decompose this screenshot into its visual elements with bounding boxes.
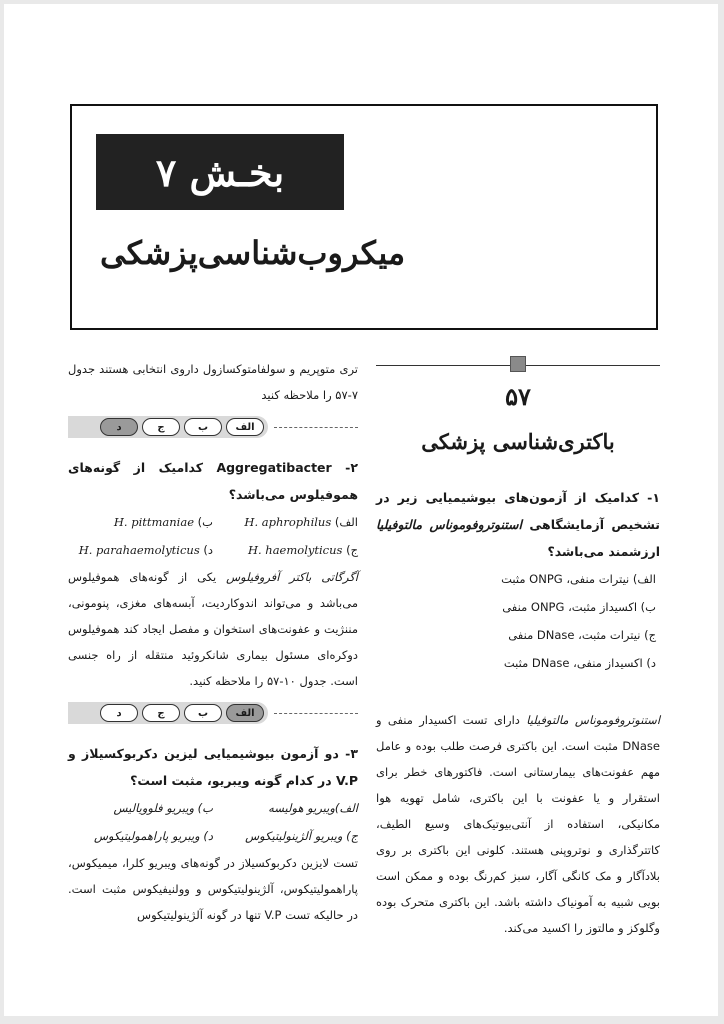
- option-c: ج) نیترات مثبت، DNase منفی: [508, 628, 656, 642]
- explanation-text: یکی از گونه‌های هموفیلوس می‌باشد و می‌تواند اندوکاردیت، آبسه‌های مغزی، پنومونی، مننژیت و عفونت‌های استخوان و مفصل ایجاد کند هموفیلوس دوکره‌ای مسئول بیماری شانکروئید منتقله از راه جنسی است. جدول ۱۰-۵۷ را ملاحظه کنید.: [68, 570, 358, 688]
- question-2-options: [68, 508, 358, 564]
- question-text: کدامیک از آزمون‌های بیوشیمیایی زیر در تشخیص آزمایشگاهی: [376, 490, 660, 532]
- answer-option-selected: الف: [226, 704, 264, 722]
- answer-option-selected: د: [100, 418, 138, 436]
- question-number: ۳-: [345, 746, 358, 761]
- section-square-icon: [510, 356, 526, 372]
- answer-option: ب: [184, 418, 222, 436]
- dashed-divider: [274, 427, 358, 428]
- book-page: [4, 4, 718, 1016]
- explanation-2: [68, 564, 358, 694]
- chapter-label: بخـش ۷: [96, 134, 344, 210]
- question-number: ۱-: [647, 490, 660, 505]
- option-b: ب) H. pittmaniae: [113, 515, 213, 529]
- organism-name: استنوتروفوموناس مالتوفیلیا: [526, 713, 661, 727]
- option-b: ب) ویبریو فلوویالیس: [113, 801, 213, 815]
- answer-option: ج: [142, 704, 180, 722]
- option-d: د) ویبریو پاراهمولیتیکوس: [94, 829, 213, 843]
- question-1: [376, 484, 660, 565]
- question-2: [68, 454, 358, 508]
- section-title: باکتری‌شناسی پزشکی: [421, 429, 615, 454]
- answer-option: ب: [184, 704, 222, 722]
- explanation-text: دارای تست اکسیدار منفی و DNase مثبت است. این باکتری فرصت طلب بوده و عامل مهم عفونت‌های بیمارستانی است. فاکتورهای خطر برای استقرار و یا عفونت با این باکتری، شامل تهویه هوا مکانیکی، استفاده از آنتی‌بیوتیک‌های وسیع الطیف، کاتترگذاری و نوتروپنی هستند. کلونی این باکتری بر روی بلادآگار و مک کانگی آگار، سبز کم‌رنگ بوده و ممکن است بویی شبیه به آمونیاک داشته باشد. این باکتری متحرک بوده وگلوکز و مالتوز را اکسید می‌کند.: [376, 713, 660, 935]
- organism-name: آگرگاتی باکتر آفروفیلوس: [226, 570, 358, 584]
- organism-name: استنوتروفوموناس مالتوفیلیا: [376, 517, 522, 532]
- explanation-3: تست لایزین دکربوکسیلاز در گونه‌های ویبریو کلرا، میمیکوس، پاراهمولیتیکوس، آلژینولیتیکوس و وولنیفیکوس مثبت است. در حالیکه تست V.P تنها در گونه آلژینولیتیکوس: [68, 856, 358, 922]
- section-number: ۵۷: [505, 382, 531, 411]
- answer-options: [68, 702, 268, 724]
- explanation-1: [376, 707, 660, 941]
- question-text: Aggregatibacter کدامیک از گونه‌های هموفیلوس می‌باشد؟: [68, 460, 358, 502]
- answer-option: د: [100, 704, 138, 722]
- option-d: د) اکسیداز منفی، DNase مثبت: [503, 656, 656, 670]
- intro-text: تری متوپریم و سولفامتوکسازول داروی انتخابی هستند جدول ۷-۵۷ را ملاحظه کنید: [68, 362, 358, 402]
- answer-bar-2: [68, 694, 358, 732]
- left-column: [68, 356, 358, 928]
- answer-option: ج: [142, 418, 180, 436]
- option-a: الف) H. aphrophilus: [244, 515, 358, 529]
- option-a: الف) نیترات منفی، ONPG مثبت: [501, 572, 656, 586]
- option-c: ج) H. haemolyticus: [247, 543, 358, 557]
- question-1-options: [376, 565, 660, 677]
- dashed-divider: [274, 713, 358, 714]
- answer-options: [68, 416, 268, 438]
- right-column: [376, 356, 660, 941]
- chapter-header-box: [70, 104, 658, 330]
- question-3: [68, 740, 358, 794]
- question-3-options: [68, 794, 358, 850]
- option-b: ب) اکسیداز مثبت، ONPG منفی: [502, 600, 656, 614]
- chapter-title: میکروب‌شناسی‌پزشکی: [100, 234, 406, 272]
- section-rule: [376, 356, 660, 372]
- option-a: الف)ویبریو هولیسه: [268, 801, 358, 815]
- answer-option: الف: [226, 418, 264, 436]
- option-d: د) H. parahaemolyticus: [78, 543, 213, 557]
- question-text-end: ارزشمند می‌باشد؟: [547, 544, 660, 559]
- question-text: دو آزمون بیوشیمیایی لیزین دکربوکسیلاز و V.P در کدام گونه ویبریو، مثبت است؟: [68, 746, 358, 788]
- answer-bar-1: [68, 408, 358, 446]
- option-c: ج) ویبریو آلژینولیتیکوس: [245, 829, 358, 843]
- question-number: ۲-: [345, 460, 358, 475]
